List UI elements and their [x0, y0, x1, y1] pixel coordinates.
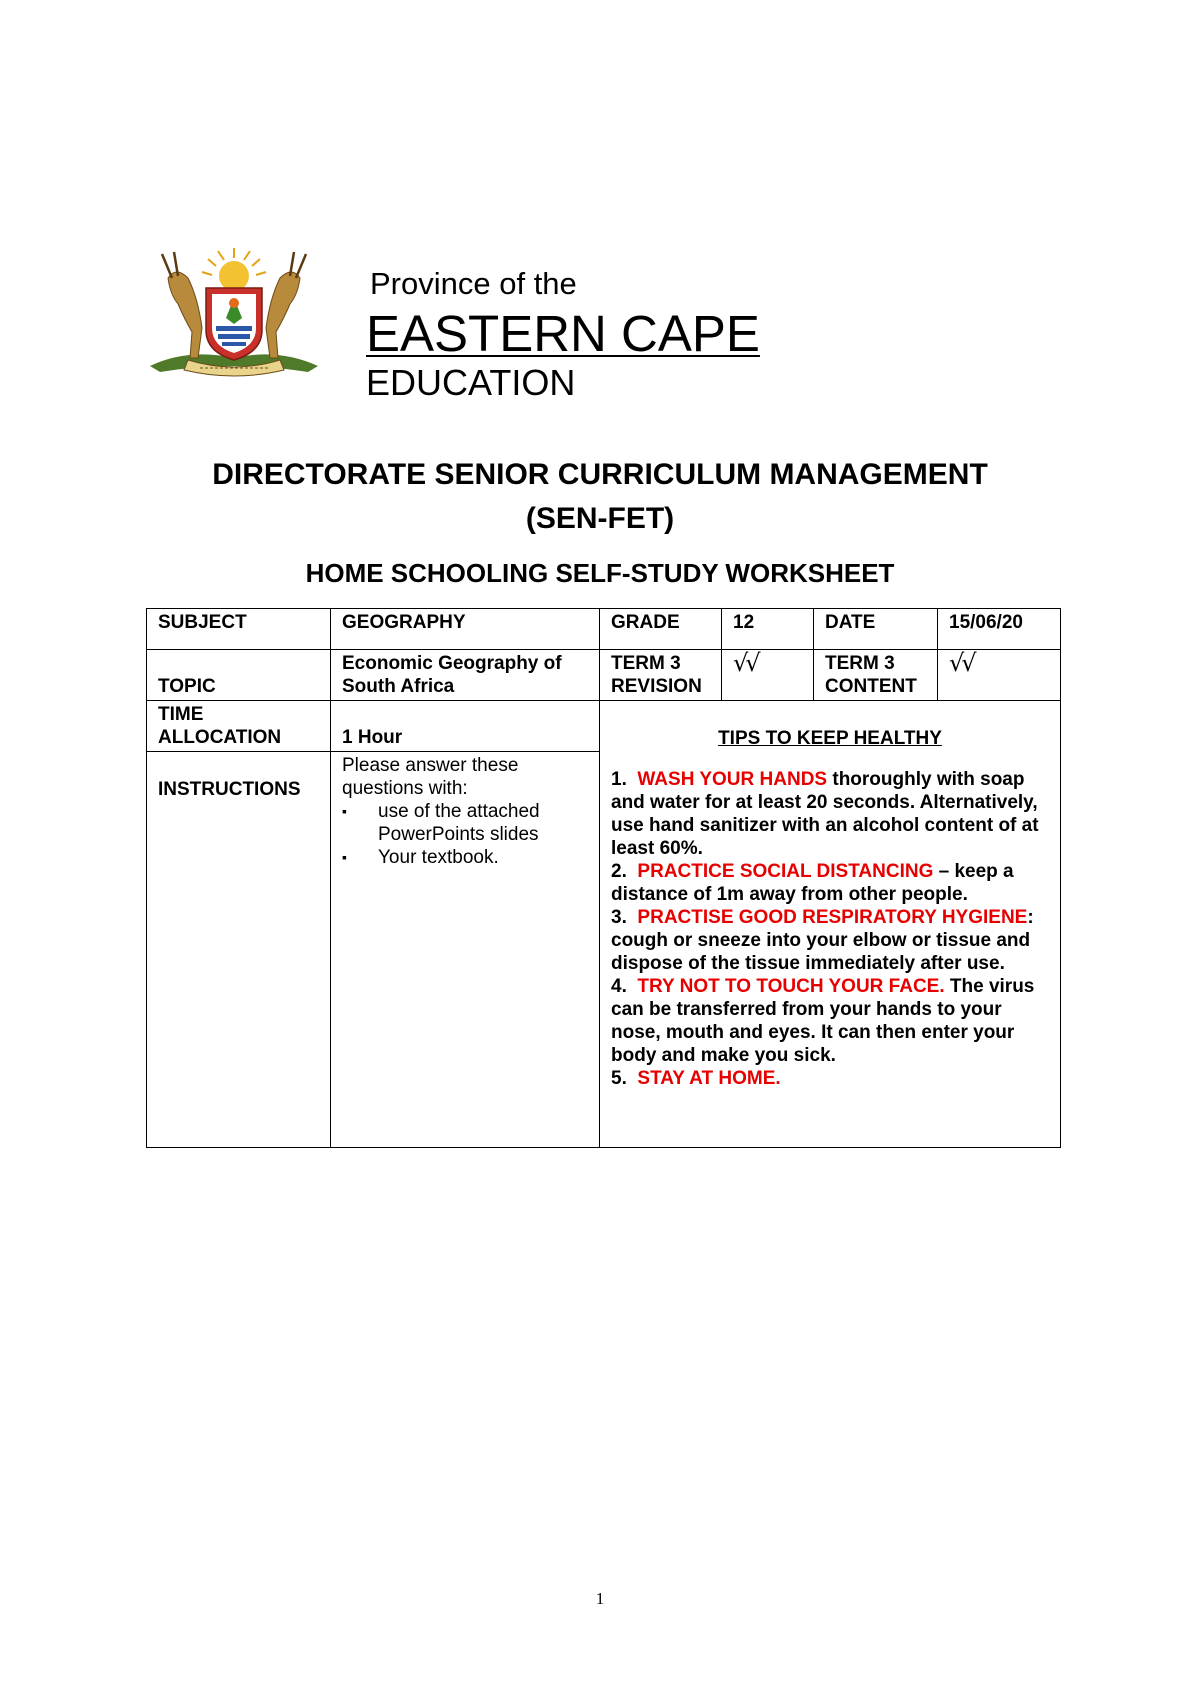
topic-value-line2: South Africa — [342, 676, 455, 697]
tip-text: The virus can be transferred from your hands to your nose, mouth and eyes. It can then enter your body and make you sick. — [611, 976, 1035, 1066]
term3-revision-label — [600, 650, 722, 701]
topic-value-line1: Economic Geography of — [342, 653, 562, 674]
tip-text: thoroughly with soap and water for at least 20 seconds. Alternatively, use hand sanitizer with an alcohol content of at least 60%. — [611, 769, 1039, 859]
grade-label: GRADE — [600, 609, 722, 650]
grade-value: 12 — [722, 609, 814, 650]
tips-title: TIPS TO KEEP HEALTHY — [718, 728, 942, 749]
directorate-title: DIRECTORATE SENIOR CURRICULUM MANAGEMENT — [212, 458, 988, 491]
tip-item: 1. WASH YOUR HANDS thoroughly with soap and water for at least 20 seconds. Alternatively, use hand sanitizer with an alcohol content of at least 60%. — [611, 769, 1039, 859]
worksheet-title: HOME SCHOOLING SELF-STUDY WORKSHEET — [305, 558, 895, 588]
time-label-line1: TIME — [158, 704, 204, 725]
worksheet-info-table — [146, 608, 1061, 1148]
tip-highlight: TRY NOT TO TOUCH YOUR FACE. — [637, 976, 945, 997]
instructions-intro-line2: questions with: — [342, 778, 468, 799]
revision-check-cell — [722, 650, 814, 701]
date-value: 15/06/20 — [938, 609, 1061, 650]
topic-label: TOPIC — [147, 650, 331, 701]
time-label-line2: ALLOCATION — [158, 727, 282, 748]
tip-text: – keep a distance of 1m away from other people. — [611, 861, 1014, 905]
tips-cell — [600, 701, 1061, 1148]
content-check-cell — [938, 650, 1061, 701]
time-allocation-value: 1 Hour — [331, 701, 600, 752]
topic-value — [331, 650, 600, 701]
content-label-line1: TERM 3 — [825, 653, 895, 674]
revision-label-line2: REVISION — [611, 676, 702, 697]
tip-item: 5. STAY AT HOME. — [611, 1068, 781, 1089]
subject-value: GEOGRAPHY — [331, 609, 600, 650]
province-line: Province of the — [370, 266, 577, 301]
tip-item: 3. PRACTISE GOOD RESPIRATORY HYGIENE: cough or sneeze into your elbow or tissue and dispose of the tissue immediately after use. — [611, 907, 1034, 974]
tip-highlight: STAY AT HOME. — [637, 1068, 781, 1089]
revision-label-line1: TERM 3 — [611, 653, 681, 674]
coat-of-arms-emblem — [148, 248, 320, 383]
tip-text: : cough or sneeze into your elbow or tissue and dispose of the tissue immediately after use. — [611, 907, 1034, 974]
tip-item: 2. PRACTICE SOCIAL DISTANCING – keep a distance of 1m away from other people. — [611, 861, 1014, 905]
province-name: EASTERN CAPE — [366, 305, 760, 362]
page-number: 1 — [595, 1589, 605, 1608]
time-allocation-label — [147, 701, 331, 752]
instructions-content — [331, 752, 600, 1148]
term3-content-label — [814, 650, 938, 701]
instructions-list-item: ▪ use of the attached PowerPoints slides — [342, 800, 588, 846]
revision-check-icon: √√ — [733, 649, 758, 677]
instructions-list — [342, 800, 588, 869]
content-check-icon: √√ — [949, 649, 974, 677]
date-label: DATE — [814, 609, 938, 650]
subject-label: SUBJECT — [147, 609, 331, 650]
directorate-subtitle: (SEN-FET) — [525, 502, 675, 535]
tip-highlight: PRACTICE SOCIAL DISTANCING — [637, 861, 934, 882]
tip-highlight: WASH YOUR HANDS — [637, 769, 828, 790]
tip-item: 4. TRY NOT TO TOUCH YOUR FACE. The virus can be transferred from your hands to your nose, mouth and eyes. It can then enter your body and make you sick. — [611, 976, 1035, 1066]
instructions-intro-line1: Please answer these — [342, 755, 519, 776]
instructions-list-item: ▪ Your textbook. — [342, 846, 588, 869]
tip-highlight: PRACTISE GOOD RESPIRATORY HYGIENE — [637, 907, 1028, 928]
content-label-line2: CONTENT — [825, 676, 917, 697]
department-name: EDUCATION — [366, 362, 576, 403]
instructions-label: INSTRUCTIONS — [147, 752, 331, 1148]
